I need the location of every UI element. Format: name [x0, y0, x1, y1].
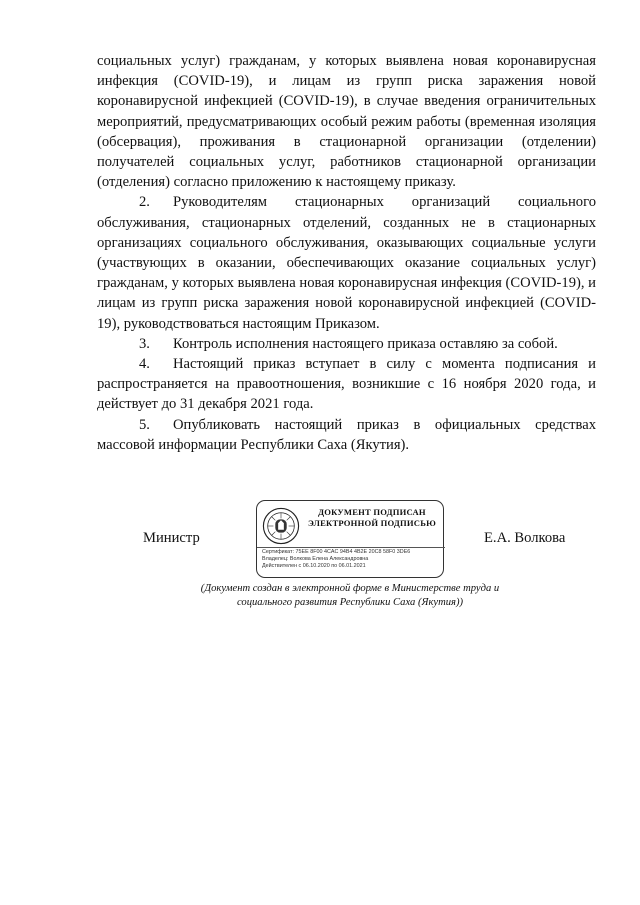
paragraph-5: 5. Опубликовать настоящий приказ в официальных средствах массовой информации Республики Саха (Якутия). — [97, 416, 596, 453]
stamp-divider — [257, 547, 445, 548]
paragraph-2: 2. Руководителям стационарных организаций социального обслуживания, стационарных отделений, созданных не в стационарных организациях социального обслуживания, оказывающих социальные услуги (участвующих в оказании, обеспечивающих оказание социальных услуг) гражданам, у которых выявлена новая коронавирусная инфекция (COVID-19), и лицам из групп риска заражения новой коронавирусной инфекцией (COVID-19), руководствоваться настоящим Приказом. — [97, 194, 596, 332]
electronic-signature-stamp — [256, 500, 444, 578]
paragraph-continuation: социальных услуг) гражданам, у которых выявлена новая коронавирусная инфекция (COVID-19), и лицам из групп риска заражения новой коронавирусной инфекцией (COVID-19), в случае введения ограничительных мероприятий, предусматривающих особый режим работы (временная изоляция (обсервация), проживания в стационарной организации (отделении) получателей социальных услуг, работников стационарной организации (отделения) согласно приложению к настоящему приказу. — [97, 53, 596, 191]
signer-name: Е.А. Волкова — [484, 530, 566, 546]
stamp-title: ДОКУМЕНТ ПОДПИСАН ЭЛЕКТРОННОЙ ПОДПИСЬЮ — [308, 507, 436, 528]
document-note: (Документ создан в электронной форме в Министерстве труда и социального развития Республики Саха (Якутия)) — [200, 583, 500, 608]
signer-position: Министр — [143, 530, 200, 546]
order-body — [97, 51, 596, 455]
certificate-number: Сертификат: 75EE 8F00 4CAC 94B4 4B2E 20C8 58F0 3DE6 — [262, 549, 411, 555]
stamp-details — [262, 549, 442, 571]
paragraph-3: 3. Контроль исполнения настоящего приказа оставляю за собой. — [139, 335, 558, 352]
signature-block — [0, 500, 640, 580]
certificate-validity: Действителен с 06.10.2020 по 06.01.2021 — [262, 563, 366, 570]
coat-of-arms-icon — [262, 507, 300, 545]
certificate-owner: Владелец: Волкова Елена Александровна — [262, 556, 369, 563]
paragraph-4: 4. Настоящий приказ вступает в силу с момента подписания и распространяется на правоотношения, возникшие с 16 ноября 2020 года, и действует до 31 декабря 2021 года. — [97, 356, 596, 413]
